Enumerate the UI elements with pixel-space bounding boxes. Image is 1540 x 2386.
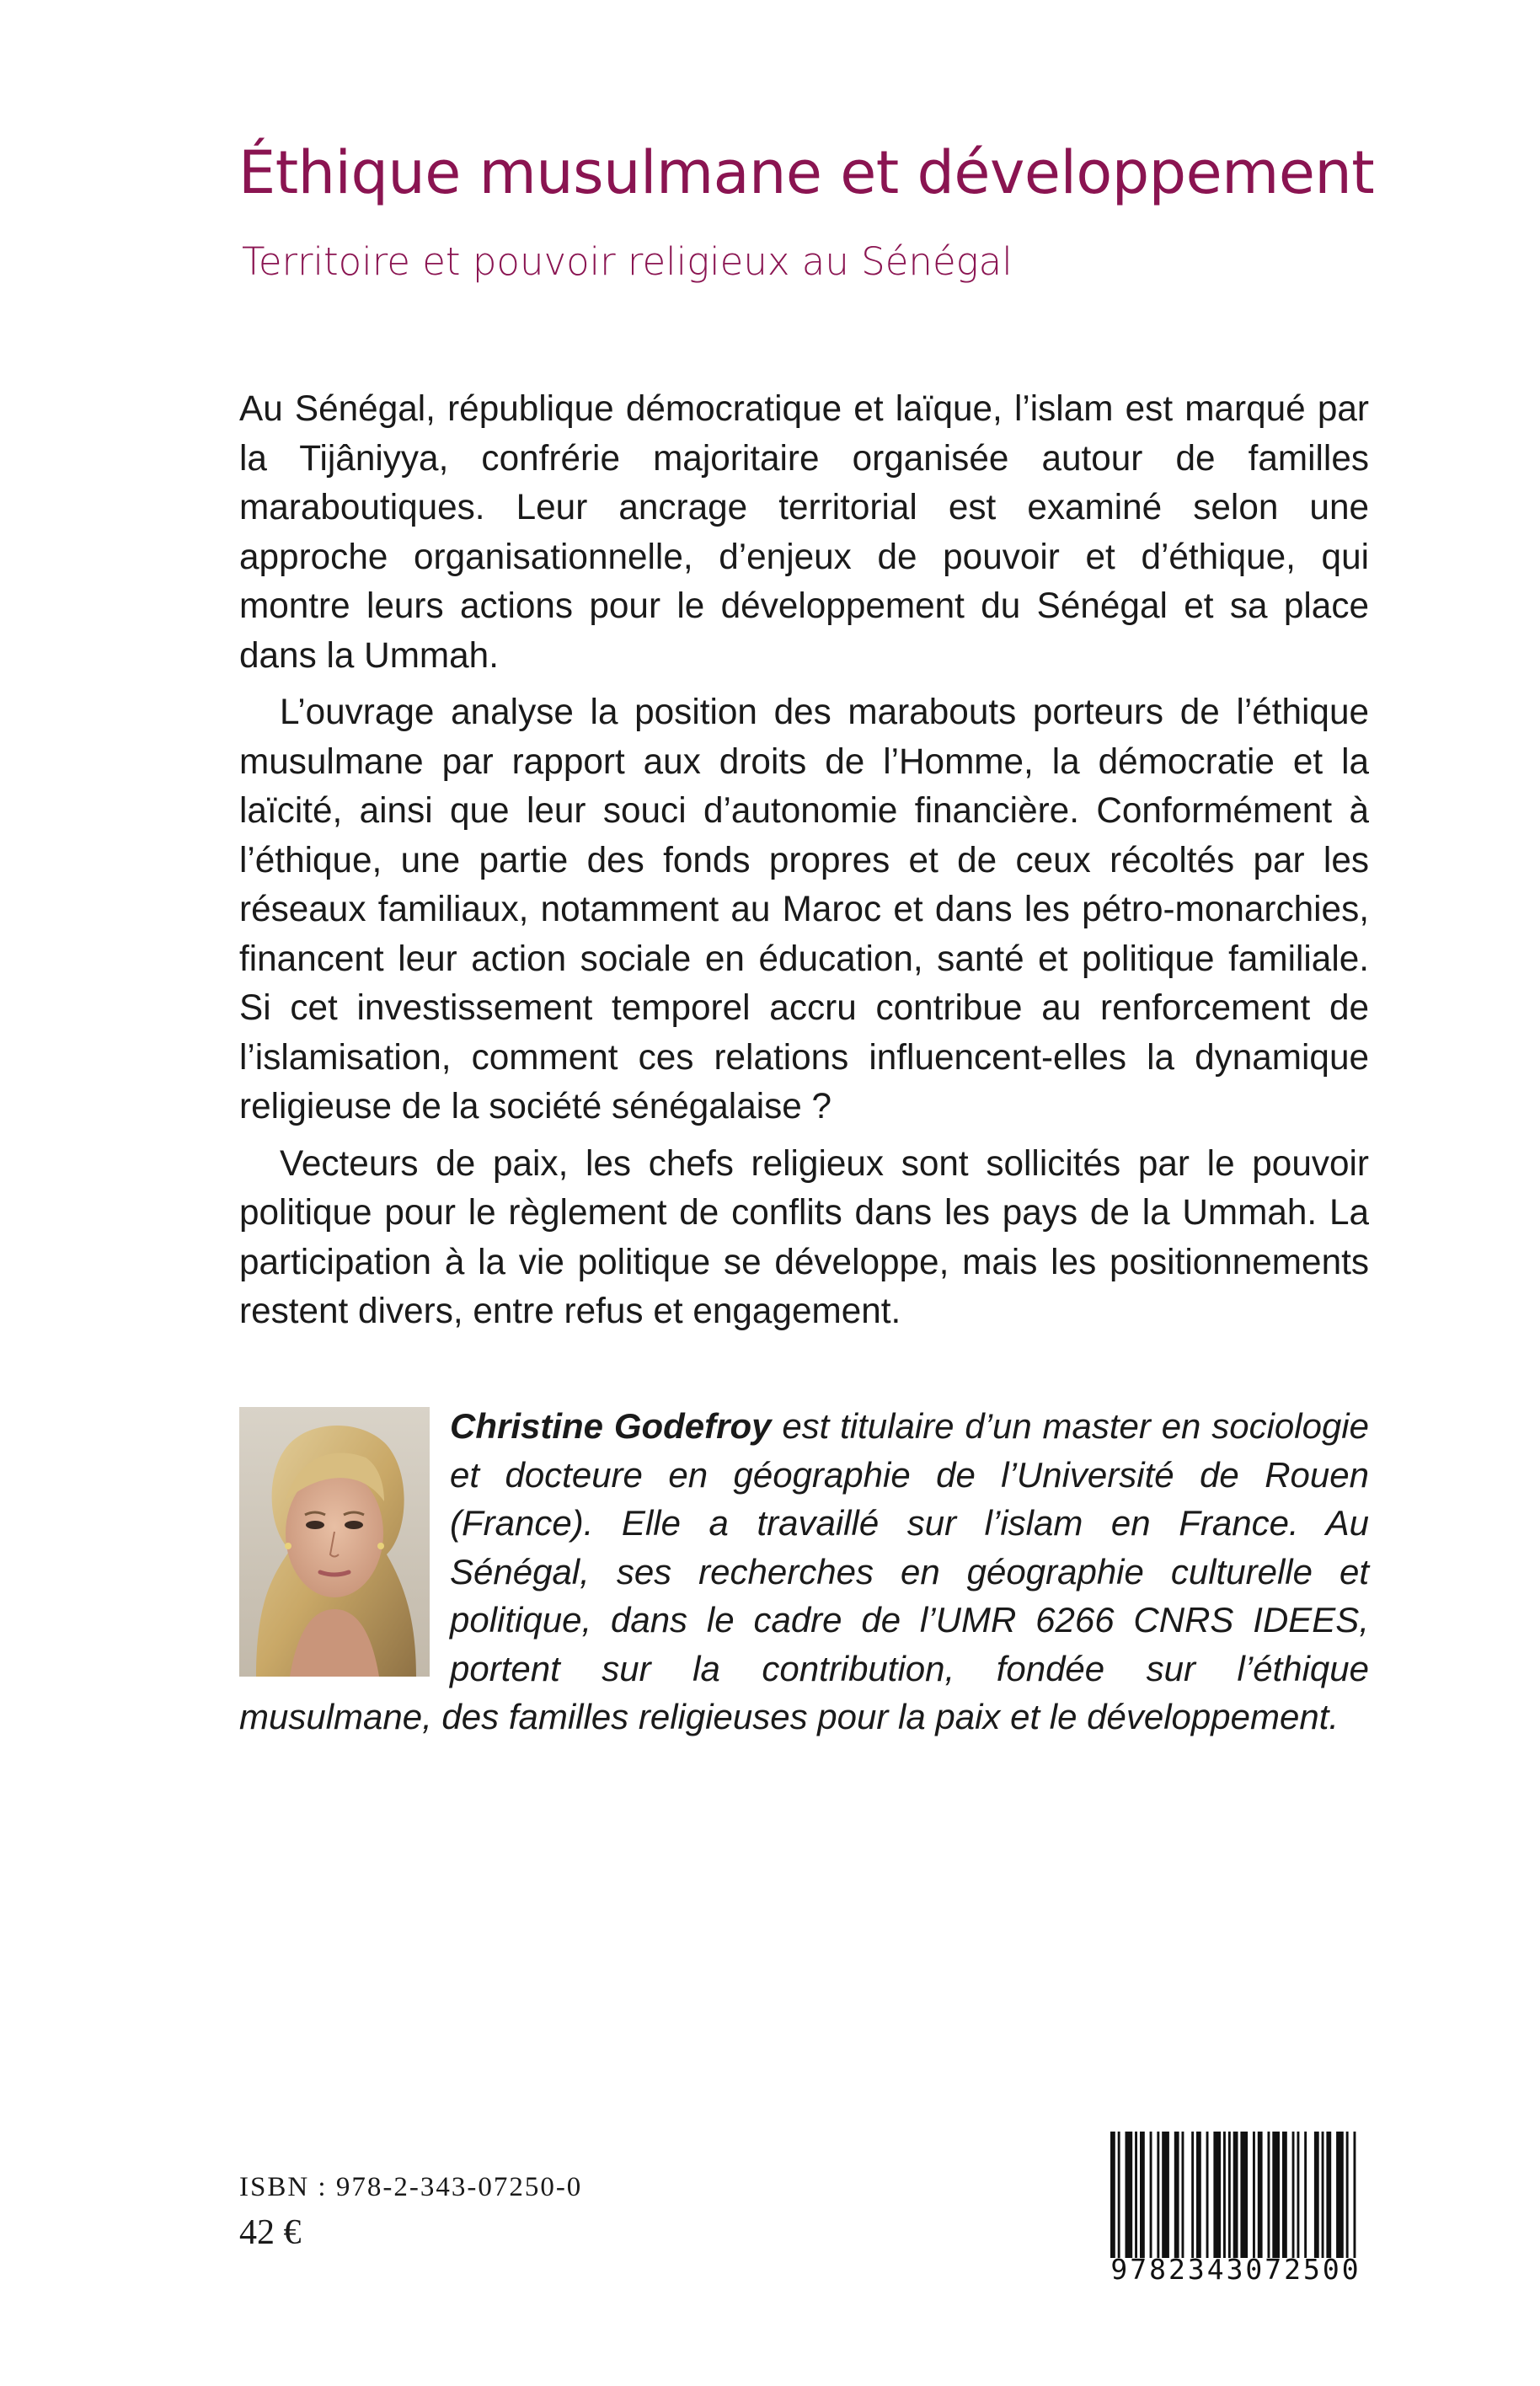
- author-name: Christine Godefroy: [450, 1406, 772, 1446]
- author-bio-text: est titulaire d’un master en sociologie et docteure en géographie de l’Université de Rouen (France). Elle a travaillé sur l’islam en France. Au Sénégal, ses recherches en géographie culturelle et politique, dans le cadre de l’UMR 6266 CNRS IDEES, portent sur la contribution, fondée sur l’éthique musulmane, des familles religieuses pour la paix et le développement.: [239, 1406, 1369, 1736]
- summary-paragraph: Vecteurs de paix, les chefs religieux sont sollicités par le pouvoir politique pour le règlement de conflits dans les pays de la Ummah. La participation à la vie politique se développe, mais les positionnements restent divers, entre refus et engagement.: [239, 1142, 1369, 1330]
- price: 42 €: [239, 2213, 302, 2252]
- book-title: Éthique musulmane et développement: [238, 138, 1375, 207]
- isbn: ISBN : 978-2-343-07250-0: [239, 2172, 583, 2202]
- barcode-digits: 9782343072500: [1110, 2253, 1361, 2286]
- book-subtitle: Territoire et pouvoir religieux au Sénégal: [242, 239, 1013, 284]
- summary-paragraph: L’ouvrage analyse la position des marabouts porteurs de l’éthique musulmane par rapport aux droits de l’Homme, la démocratie et la laïcité, ainsi que leur souci d’autonomie financière. Conformément à l’éthique, une partie des fonds propres et de ceux récoltés par les réseaux familiaux, notamment au Maroc et dans les pétro-monarchies, financent leur action sociale en éducation, santé et politique familiale. Si cet investissement temporel accru contribue au renforcement de l’islamisation, comment ces relations influencent-elles la dynamique religieuse de la société sénégalaise ?: [239, 692, 1369, 1126]
- author-bio: [239, 1402, 1369, 1741]
- summary-paragraph: Au Sénégal, république démocratique et laïque, l’islam est marqué par la Tijâniyya, confrérie majoritaire organisée autour de familles maraboutiques. Leur ancrage territorial est examiné selon une approche organisationnelle, d’enjeux de pouvoir et d’éthique, qui montre leurs actions pour le développement du Sénégal et sa place dans la Ummah.: [239, 388, 1369, 675]
- back-cover-summary: [239, 384, 1369, 1344]
- barcode-icon: [1105, 2132, 1371, 2258]
